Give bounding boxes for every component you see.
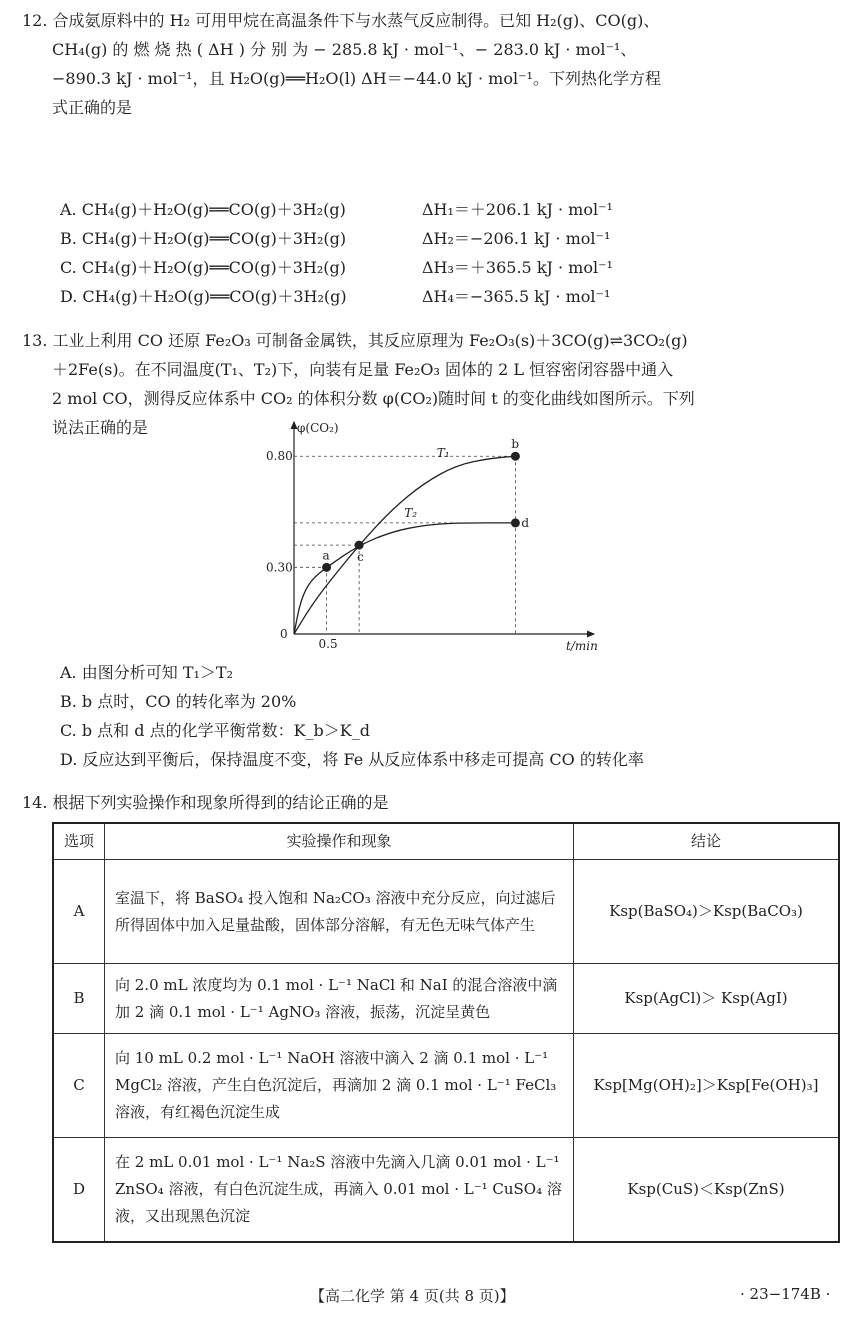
- point-label-b: b: [511, 437, 520, 452]
- row-key: A: [53, 860, 105, 964]
- q12-option-a[interactable]: [60, 195, 613, 224]
- point-a: [322, 563, 331, 572]
- series-label-1: T₁: [436, 446, 450, 461]
- table-header-row: [53, 823, 839, 860]
- point-label-c: c: [357, 550, 364, 565]
- option-enthalpy: ΔH₄＝−365.5 kJ · mol⁻¹: [422, 287, 611, 306]
- row-conclusion: Ksp[Mg(OH)₂]＞Ksp[Fe(OH)₃]: [574, 1034, 840, 1138]
- table-row: [53, 1034, 839, 1138]
- point-c: [355, 541, 364, 550]
- point-label-d: d: [521, 515, 530, 530]
- q12-line-1: 12. 合成氨原料中的 H₂ 可用甲烷在高温条件下与水蒸气反应制得。已知 H₂(g)、CO(g)、: [22, 11, 660, 30]
- row-operation: 向 10 mL 0.2 mol · L⁻¹ NaOH 溶液中滴入 2 滴 0.1 mol · L⁻¹ MgCl₂ 溶液，产生白色沉淀后，再滴加 2 滴 0.1 mol · L⁻¹ FeCl₃ 溶液，有红褐色沉淀生成: [105, 1034, 574, 1138]
- footer-code: · 23−174B ·: [740, 1285, 831, 1303]
- y-axis-label: φ(CO₂): [297, 421, 339, 435]
- question-12: [22, 6, 840, 122]
- q13-option-a[interactable]: A. 由图分析可知 T₁＞T₂: [60, 663, 233, 682]
- q12-option-c[interactable]: [60, 253, 613, 282]
- option-equation: A. CH₄(g)＋H₂O(g)══CO(g)＋3H₂(g): [60, 200, 346, 219]
- q12-option-d[interactable]: [60, 282, 613, 311]
- row-key: D: [53, 1138, 105, 1242]
- option-equation: B. CH₄(g)＋H₂O(g)══CO(g)＋3H₂(g): [60, 229, 347, 248]
- row-conclusion: Ksp(BaSO₄)＞Ksp(BaCO₃): [574, 860, 840, 964]
- footer-page-info: 【高二化学 第 4 页(共 8 页)】: [310, 1287, 515, 1305]
- series-line-1: [294, 456, 515, 634]
- q13-line-3: 2 mol CO，测得反应体系中 CO₂ 的体积分数 φ(CO₂)随时间 t 的变化曲线如图所示。下列: [52, 389, 695, 408]
- q14-table: [52, 822, 840, 1243]
- table-row: [53, 860, 839, 964]
- x-axis-label: t/min: [566, 639, 598, 653]
- series-line-2: [294, 523, 515, 634]
- point-label-a: a: [322, 548, 330, 563]
- series-label-2: T₂: [404, 506, 418, 521]
- q12-line-4: 式正确的是: [52, 98, 133, 117]
- q13-line-1: 13. 工业上利用 CO 还原 Fe₂O₃ 可制备金属铁，其反应原理为 Fe₂O₃(s)＋3CO(g)⇌3CO₂(g): [22, 331, 688, 350]
- point-d: [511, 518, 520, 527]
- question-14: [22, 788, 840, 817]
- y-tick-label: 0.80: [266, 449, 293, 464]
- row-conclusion: Ksp(CuS)＜Ksp(ZnS): [574, 1138, 840, 1242]
- header-conclusion: 结论: [574, 823, 840, 860]
- row-conclusion: Ksp(AgCl)＞ Ksp(AgI): [574, 964, 840, 1034]
- q12-options: [60, 195, 613, 311]
- q12-option-b[interactable]: [60, 224, 613, 253]
- q12-line-2: CH₄(g) 的 燃 烧 热 ( ΔH ) 分 别 为 − 285.8 kJ · mol⁻¹、− 283.0 kJ · mol⁻¹、: [52, 40, 637, 59]
- row-operation: 室温下，将 BaSO₄ 投入饱和 Na₂CO₃ 溶液中充分反应，向过滤后所得固体中加入足量盐酸，固体部分溶解，有无色无味气体产生: [105, 860, 574, 964]
- origin-label: 0: [280, 627, 288, 641]
- x-tick-label: 0.5: [318, 637, 338, 651]
- q14-title: 14. 根据下列实验操作和现象所得到的结论正确的是: [22, 793, 389, 812]
- q12-line-3: −890.3 kJ · mol⁻¹，且 H₂O(g)══H₂O(l) ΔH＝−44.0 kJ · mol⁻¹。下列热化学方程: [52, 69, 661, 88]
- option-enthalpy: ΔH₁＝＋206.1 kJ · mol⁻¹: [422, 200, 613, 219]
- table-row: [53, 964, 839, 1034]
- point-b: [511, 452, 520, 461]
- header-option: 选项: [53, 823, 105, 860]
- row-key: C: [53, 1034, 105, 1138]
- option-enthalpy: ΔH₂＝−206.1 kJ · mol⁻¹: [422, 229, 611, 248]
- header-operation: 实验操作和现象: [105, 823, 574, 860]
- q13-option-c[interactable]: C. b 点和 d 点的化学平衡常数：K_b＞K_d: [60, 721, 370, 740]
- y-tick-label: 0.30: [266, 560, 293, 575]
- row-key: B: [53, 964, 105, 1034]
- q13-option-d[interactable]: D. 反应达到平衡后，保持温度不变，将 Fe 从反应体系中移走可提高 CO 的转化率: [60, 750, 644, 769]
- option-equation: D. CH₄(g)＋H₂O(g)══CO(g)＋3H₂(g): [60, 287, 347, 306]
- q13-line-4: 说法正确的是: [52, 418, 149, 437]
- row-operation: 向 2.0 mL 浓度均为 0.1 mol · L⁻¹ NaCl 和 NaI 的混合溶液中滴加 2 滴 0.1 mol · L⁻¹ AgNO₃ 溶液，振荡，沉淀呈黄色: [105, 964, 574, 1034]
- option-enthalpy: ΔH₃＝＋365.5 kJ · mol⁻¹: [422, 258, 613, 277]
- row-operation: 在 2 mL 0.01 mol · L⁻¹ Na₂S 溶液中先滴入几滴 0.01 mol · L⁻¹ ZnSO₄ 溶液，有白色沉淀生成，再滴入 0.01 mol · L⁻¹ CuSO₄ 溶液，又出现黑色沉淀: [105, 1138, 574, 1242]
- table-row: [53, 1138, 839, 1242]
- q13-option-b[interactable]: B. b 点时，CO 的转化率为 20%: [60, 692, 297, 711]
- q13-line-2: ＋2Fe(s)。在不同温度(T₁、T₂)下，向装有足量 Fe₂O₃ 固体的 2 L 恒容密闭容器中通入: [52, 360, 674, 379]
- option-equation: C. CH₄(g)＋H₂O(g)══CO(g)＋3H₂(g): [60, 258, 347, 277]
- q13-options: [60, 658, 644, 774]
- phi-co2-chart: [262, 418, 602, 658]
